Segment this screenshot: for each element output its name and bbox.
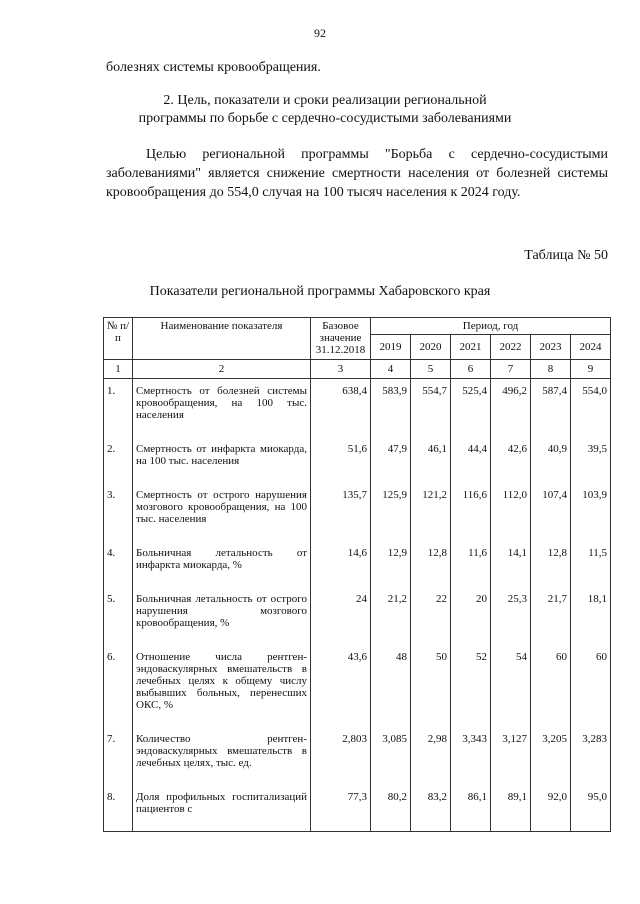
indicator-name: Смертность от инфаркта миокарда, на 100 тыс. населения: [133, 437, 311, 483]
continued-text: болезнях системы кровообращения.: [106, 60, 321, 75]
indicators-table: [103, 317, 611, 832]
year-value: 112,0: [491, 483, 531, 541]
section-heading-line-2: программы по борьбе с сердечно-сосудистыми заболеваниями: [138, 111, 512, 126]
year-value: 583,9: [371, 379, 411, 438]
year-value: 2,98: [411, 727, 451, 785]
year-value: 95,0: [571, 785, 611, 832]
year-value: 121,2: [411, 483, 451, 541]
table-title: Показатели региональной программы Хабаровского края: [149, 284, 491, 299]
indicator-name: Отношение числа рентген-эндоваскулярных вмешательств в лечебных целях к общему числу выбывших больных, перенесших ОКС, %: [133, 645, 311, 727]
row-number: 6.: [104, 645, 133, 727]
year-value: 12,8: [411, 541, 451, 587]
indicator-name: Количество рентген-эндоваскулярных вмешательств в лечебных целях, тыс. ед.: [133, 727, 311, 785]
table-row: [104, 437, 611, 483]
year-value: 11,6: [451, 541, 491, 587]
column-index-row: [104, 360, 611, 379]
year-value: 18,1: [571, 587, 611, 645]
col-header-base: Базовое значение 31.12.2018: [311, 318, 371, 360]
row-number: 8.: [104, 785, 133, 832]
year-value: 3,343: [451, 727, 491, 785]
year-value: 103,9: [571, 483, 611, 541]
year-value: 116,6: [451, 483, 491, 541]
row-number: 2.: [104, 437, 133, 483]
year-value: 3,127: [491, 727, 531, 785]
col-header-year: 2022: [491, 335, 531, 360]
base-value: 14,6: [311, 541, 371, 587]
year-value: 20: [451, 587, 491, 645]
year-value: 80,2: [371, 785, 411, 832]
base-value: 77,3: [311, 785, 371, 832]
column-index: 8: [531, 360, 571, 379]
year-value: 92,0: [531, 785, 571, 832]
col-header-year: 2020: [411, 335, 451, 360]
base-value: 24: [311, 587, 371, 645]
year-value: 83,2: [411, 785, 451, 832]
year-value: 25,3: [491, 587, 531, 645]
indicator-name: Больничная летальность от инфаркта миокарда, %: [133, 541, 311, 587]
year-value: 107,4: [531, 483, 571, 541]
indicator-name: Смертность от болезней системы кровообращения, на 100 тыс. населения: [133, 379, 311, 438]
year-value: 47,9: [371, 437, 411, 483]
column-index: 3: [311, 360, 371, 379]
year-value: 46,1: [411, 437, 451, 483]
indicator-name: Доля профильных госпитализаций пациентов с: [133, 785, 311, 832]
year-value: 12,9: [371, 541, 411, 587]
table-row: [104, 645, 611, 727]
indicator-name: Больничная летальность от острого нарушения мозгового кровообращения, %: [133, 587, 311, 645]
col-header-year: 2023: [531, 335, 571, 360]
table-row: [104, 541, 611, 587]
column-index: 4: [371, 360, 411, 379]
base-value: 51,6: [311, 437, 371, 483]
year-value: 554,0: [571, 379, 611, 438]
year-value: 554,7: [411, 379, 451, 438]
col-header-name: Наименование показателя: [133, 318, 311, 360]
col-header-period: Период, год: [371, 318, 611, 335]
table-row: [104, 379, 611, 438]
year-value: 48: [371, 645, 411, 727]
year-value: 12,8: [531, 541, 571, 587]
row-number: 1.: [104, 379, 133, 438]
year-value: 14,1: [491, 541, 531, 587]
row-number: 3.: [104, 483, 133, 541]
column-index: 1: [104, 360, 133, 379]
section-heading-line-1: 2. Цель, показатели и сроки реализации региональной: [163, 93, 487, 108]
col-header-num: № п/п: [104, 318, 133, 360]
year-value: 3,205: [531, 727, 571, 785]
table-body: [104, 379, 611, 832]
year-value: 52: [451, 645, 491, 727]
table-row: [104, 587, 611, 645]
col-header-year: 2019: [371, 335, 411, 360]
table-row: [104, 483, 611, 541]
goal-paragraph: Целью региональной программы "Борьба с сердечно-сосудистыми заболеваниями" является снижение смертности населения от болезней системы кровообращения до 554,0 случая на 100 тысяч населения к 2024 году.: [106, 147, 608, 200]
row-number: 4.: [104, 541, 133, 587]
base-value: 2,803: [311, 727, 371, 785]
base-value: 135,7: [311, 483, 371, 541]
column-index: 6: [451, 360, 491, 379]
year-value: 21,2: [371, 587, 411, 645]
year-value: 50: [411, 645, 451, 727]
column-index: 7: [491, 360, 531, 379]
column-index: 9: [571, 360, 611, 379]
year-value: 60: [531, 645, 571, 727]
year-value: 42,6: [491, 437, 531, 483]
year-value: 3,085: [371, 727, 411, 785]
year-value: 21,7: [531, 587, 571, 645]
base-value: 638,4: [311, 379, 371, 438]
year-value: 54: [491, 645, 531, 727]
section-heading: [90, 92, 560, 128]
row-number: 7.: [104, 727, 133, 785]
year-value: 60: [571, 645, 611, 727]
base-value: 43,6: [311, 645, 371, 727]
table-row: [104, 785, 611, 832]
table-row: [104, 727, 611, 785]
column-index: 2: [133, 360, 311, 379]
year-value: 39,5: [571, 437, 611, 483]
year-value: 22: [411, 587, 451, 645]
col-header-year: 2024: [571, 335, 611, 360]
row-number: 5.: [104, 587, 133, 645]
year-value: 3,283: [571, 727, 611, 785]
col-header-year: 2021: [451, 335, 491, 360]
year-value: 125,9: [371, 483, 411, 541]
year-value: 587,4: [531, 379, 571, 438]
column-index: 5: [411, 360, 451, 379]
year-value: 496,2: [491, 379, 531, 438]
year-value: 86,1: [451, 785, 491, 832]
page-number: 92: [314, 26, 326, 40]
year-value: 40,9: [531, 437, 571, 483]
year-value: 44,4: [451, 437, 491, 483]
year-value: 525,4: [451, 379, 491, 438]
year-value: 11,5: [571, 541, 611, 587]
indicator-name: Смертность от острого нарушения мозгового кровообращения, на 100 тыс. населения: [133, 483, 311, 541]
table-number: Таблица № 50: [524, 248, 608, 263]
year-value: 89,1: [491, 785, 531, 832]
